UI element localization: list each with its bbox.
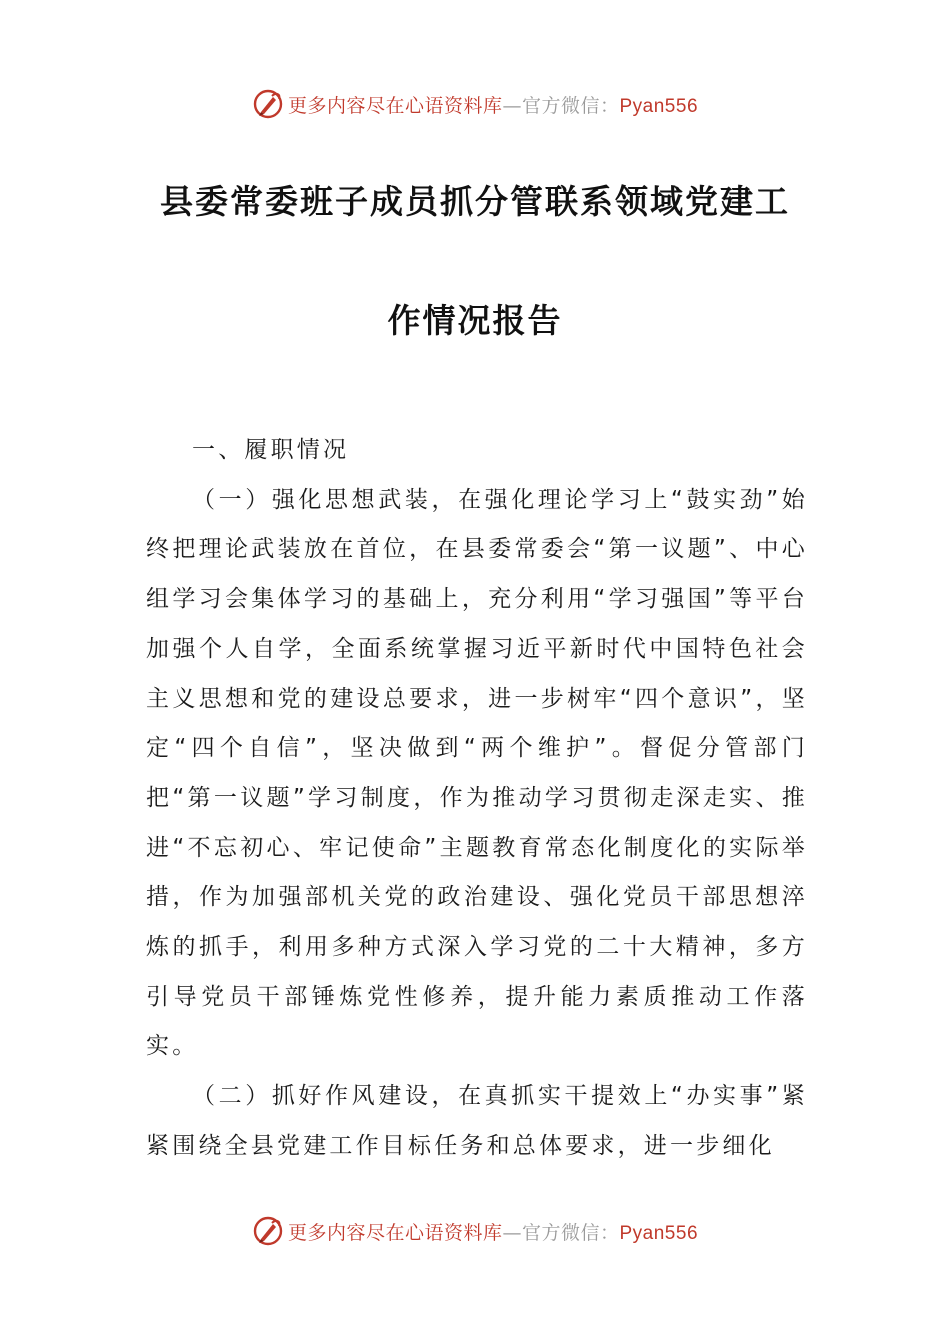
document-body — [146, 426, 808, 1172]
section-heading: 一、履职情况 — [192, 437, 350, 463]
watermark-wechat-id: Pyan556 — [619, 95, 699, 117]
watermark-promo-text: 更多内容尽在心语资料库 — [287, 1221, 503, 1244]
watermark-wechat-id: Pyan556 — [619, 1222, 699, 1244]
watermark-wechat-label: 官方微信： — [521, 94, 620, 117]
pen-logo-icon — [252, 1215, 284, 1247]
pen-logo-icon — [252, 88, 284, 120]
watermark-dash: — — [502, 1221, 522, 1244]
watermark-dash: — — [502, 94, 522, 117]
watermark-banner-top — [0, 84, 950, 124]
paragraph-1: （一）强化思想武装，在强化理论学习上“鼓实劲”始终把理论武装放在首位，在县委常委会“第一议题”、中心组学习会集体学习的基础上，充分利用“学习强国”等平台加强个人自学，全面系统掌握习近平新时代中国特色社会主义思想和党的建设总要求，进一步树牢“四个意识”，坚定“四个自信”，坚决做到“两个维护”。督促分管部门把“第一议题”学习制度，作为推动学习贯彻走深走实、推进“不忘初心、牢记使命”主题教育常态化制度化的实际举措，作为加强部机关党的政治建设、强化党员干部思想淬炼的抓手，利用多种方式深入学习党的二十大精神，多方引导党员干部锤炼党性修养，提升能力素质推动工作落实。 — [146, 486, 808, 1060]
document-title-line-1: 县委常委班子成员抓分管联系领域党建工 — [160, 182, 790, 221]
watermark-promo-text: 更多内容尽在心语资料库 — [287, 94, 503, 117]
watermark-wechat-label: 官方微信： — [521, 1221, 620, 1244]
paragraph-2: （二）抓好作风建设，在真抓实干提效上“办实事”紧紧围绕全县党建工作目标任务和总体要求，进一步细化 — [146, 1083, 808, 1159]
document-title-line-2: 作情况报告 — [387, 301, 563, 340]
watermark-banner-bottom — [0, 1211, 950, 1251]
